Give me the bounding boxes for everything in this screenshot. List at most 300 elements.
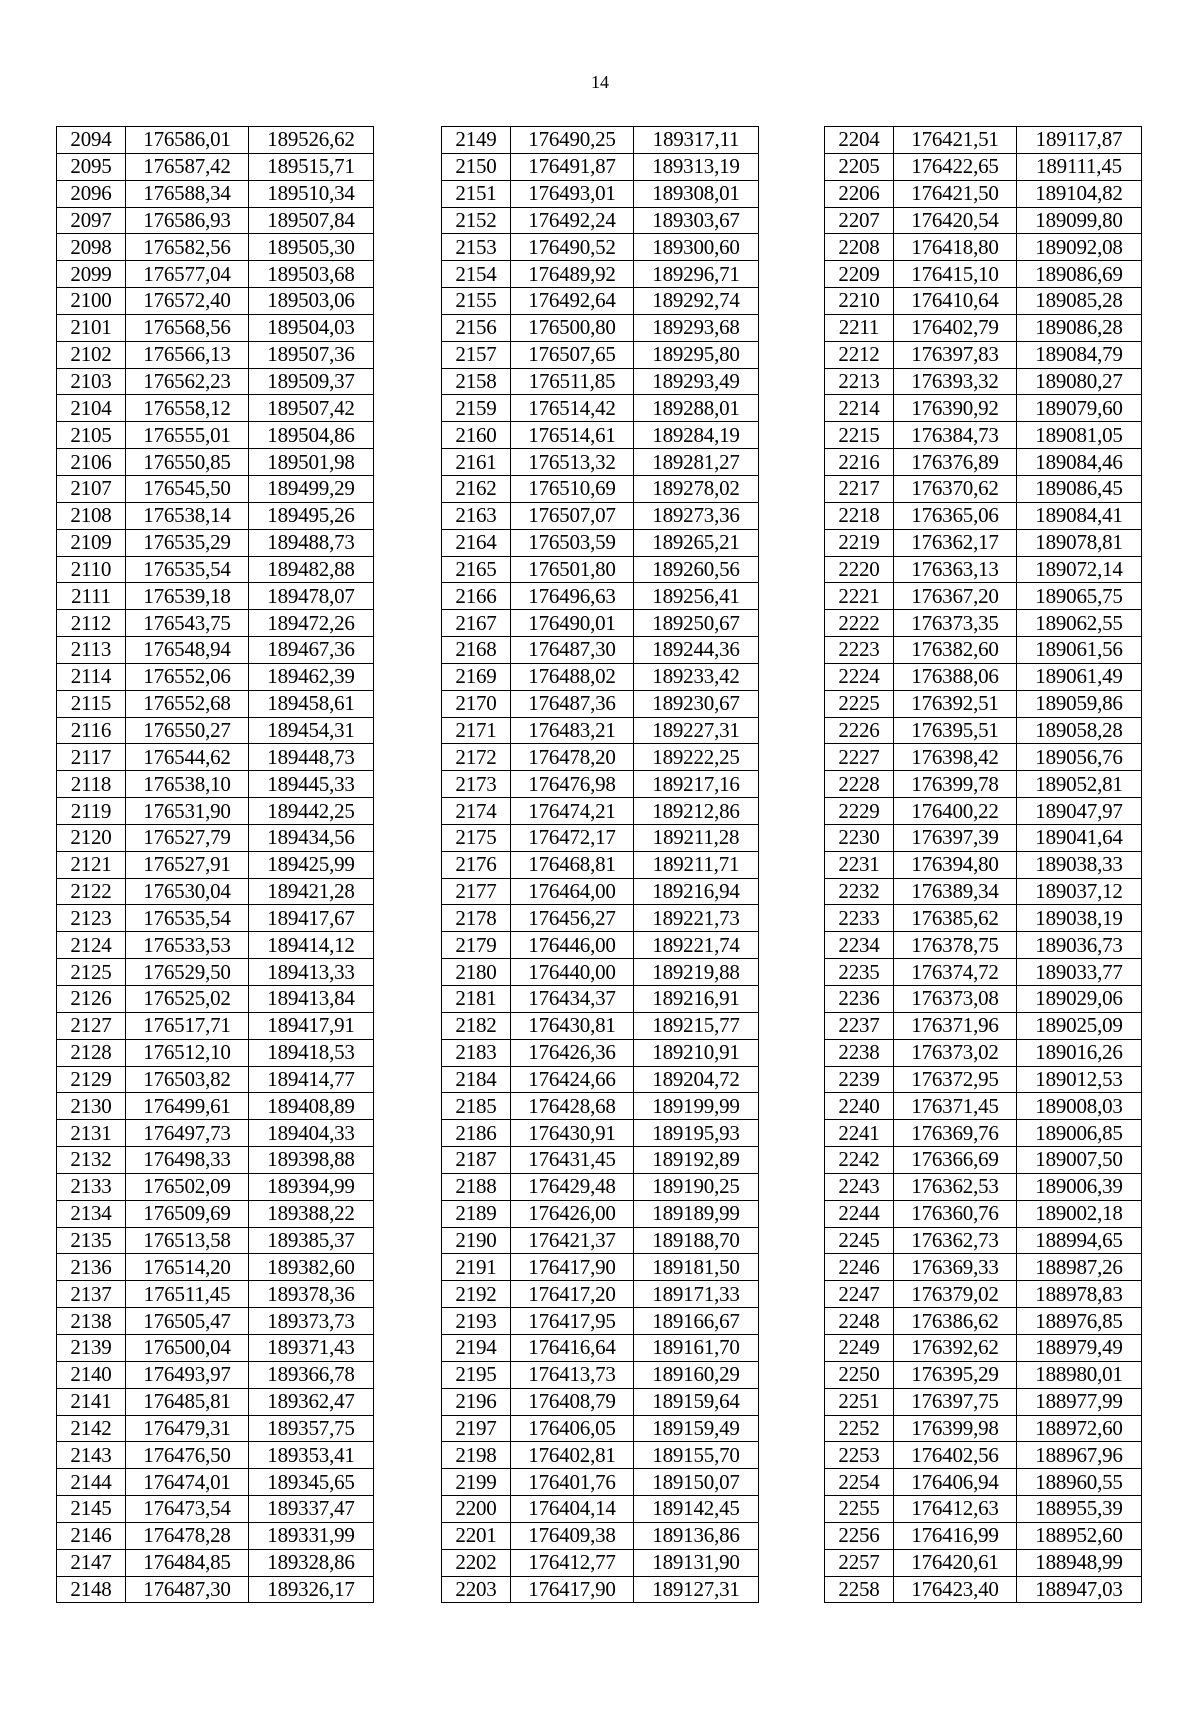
point-number-cell: 2223 bbox=[825, 637, 894, 664]
point-number-cell: 2108 bbox=[57, 502, 126, 529]
point-number-cell: 2254 bbox=[825, 1469, 894, 1496]
point-number-cell: 2102 bbox=[57, 341, 126, 368]
x-coordinate-cell: 176365,06 bbox=[894, 502, 1017, 529]
table-row bbox=[825, 395, 1142, 422]
y-coordinate-cell: 189006,39 bbox=[1017, 1173, 1142, 1200]
point-number-cell: 2206 bbox=[825, 180, 894, 207]
table-row bbox=[57, 234, 374, 261]
y-coordinate-cell: 189362,47 bbox=[249, 1388, 374, 1415]
point-number-cell: 2144 bbox=[57, 1469, 126, 1496]
x-coordinate-cell: 176362,17 bbox=[894, 529, 1017, 556]
y-coordinate-cell: 189495,26 bbox=[249, 502, 374, 529]
x-coordinate-cell: 176545,50 bbox=[126, 475, 249, 502]
point-number-cell: 2138 bbox=[57, 1308, 126, 1335]
x-coordinate-cell: 176416,99 bbox=[894, 1522, 1017, 1549]
x-coordinate-cell: 176420,54 bbox=[894, 207, 1017, 234]
y-coordinate-cell: 189061,49 bbox=[1017, 663, 1142, 690]
point-number-cell: 2164 bbox=[442, 529, 511, 556]
point-number-cell: 2193 bbox=[442, 1308, 511, 1335]
x-coordinate-cell: 176424,66 bbox=[511, 1066, 634, 1093]
table-row bbox=[57, 341, 374, 368]
x-coordinate-cell: 176376,89 bbox=[894, 449, 1017, 476]
y-coordinate-cell: 189385,37 bbox=[249, 1227, 374, 1254]
point-number-cell: 2159 bbox=[442, 395, 511, 422]
y-coordinate-cell: 189086,28 bbox=[1017, 314, 1142, 341]
x-coordinate-cell: 176586,93 bbox=[126, 207, 249, 234]
table-row bbox=[57, 744, 374, 771]
table-row bbox=[57, 449, 374, 476]
table-row bbox=[442, 878, 759, 905]
x-coordinate-cell: 176360,76 bbox=[894, 1200, 1017, 1227]
table-row bbox=[825, 261, 1142, 288]
x-coordinate-cell: 176409,38 bbox=[511, 1522, 634, 1549]
x-coordinate-cell: 176538,10 bbox=[126, 771, 249, 798]
x-coordinate-cell: 176490,52 bbox=[511, 234, 634, 261]
y-coordinate-cell: 189292,74 bbox=[634, 288, 759, 315]
x-coordinate-cell: 176394,80 bbox=[894, 851, 1017, 878]
y-coordinate-cell: 189244,36 bbox=[634, 637, 759, 664]
x-coordinate-cell: 176513,32 bbox=[511, 449, 634, 476]
x-coordinate-cell: 176392,51 bbox=[894, 690, 1017, 717]
point-number-cell: 2117 bbox=[57, 744, 126, 771]
table-row bbox=[825, 556, 1142, 583]
point-number-cell: 2169 bbox=[442, 663, 511, 690]
table-row bbox=[57, 556, 374, 583]
x-coordinate-cell: 176493,01 bbox=[511, 180, 634, 207]
table-row bbox=[825, 878, 1142, 905]
x-coordinate-cell: 176363,13 bbox=[894, 556, 1017, 583]
point-number-cell: 2213 bbox=[825, 368, 894, 395]
point-number-cell: 2234 bbox=[825, 932, 894, 959]
y-coordinate-cell: 189166,67 bbox=[634, 1308, 759, 1335]
table-row bbox=[57, 663, 374, 690]
y-coordinate-cell: 189171,33 bbox=[634, 1281, 759, 1308]
table-row bbox=[442, 1254, 759, 1281]
table-row bbox=[57, 127, 374, 154]
y-coordinate-cell: 189331,99 bbox=[249, 1522, 374, 1549]
table-row bbox=[825, 1200, 1142, 1227]
y-coordinate-cell: 189210,91 bbox=[634, 1039, 759, 1066]
x-coordinate-cell: 176487,30 bbox=[126, 1576, 249, 1603]
table-row bbox=[825, 288, 1142, 315]
x-coordinate-cell: 176421,50 bbox=[894, 180, 1017, 207]
table-row bbox=[57, 475, 374, 502]
x-coordinate-cell: 176366,69 bbox=[894, 1147, 1017, 1174]
table-row bbox=[442, 1576, 759, 1603]
table-row bbox=[825, 1281, 1142, 1308]
point-number-cell: 2177 bbox=[442, 878, 511, 905]
point-number-cell: 2175 bbox=[442, 824, 511, 851]
x-coordinate-cell: 176531,90 bbox=[126, 798, 249, 825]
y-coordinate-cell: 189293,49 bbox=[634, 368, 759, 395]
point-number-cell: 2145 bbox=[57, 1496, 126, 1523]
point-number-cell: 2153 bbox=[442, 234, 511, 261]
point-number-cell: 2219 bbox=[825, 529, 894, 556]
x-coordinate-cell: 176417,20 bbox=[511, 1281, 634, 1308]
x-coordinate-cell: 176374,72 bbox=[894, 959, 1017, 986]
y-coordinate-cell: 189250,67 bbox=[634, 610, 759, 637]
table-row bbox=[825, 690, 1142, 717]
table-row bbox=[442, 1442, 759, 1469]
table-row bbox=[57, 502, 374, 529]
point-number-cell: 2256 bbox=[825, 1522, 894, 1549]
x-coordinate-cell: 176388,06 bbox=[894, 663, 1017, 690]
table-row bbox=[825, 1496, 1142, 1523]
y-coordinate-cell: 189006,85 bbox=[1017, 1120, 1142, 1147]
y-coordinate-cell: 189293,68 bbox=[634, 314, 759, 341]
point-number-cell: 2184 bbox=[442, 1066, 511, 1093]
table-row bbox=[442, 288, 759, 315]
table-row bbox=[442, 556, 759, 583]
table-row bbox=[57, 798, 374, 825]
table-row bbox=[442, 637, 759, 664]
x-coordinate-cell: 176535,54 bbox=[126, 556, 249, 583]
table-row bbox=[442, 153, 759, 180]
x-coordinate-cell: 176503,59 bbox=[511, 529, 634, 556]
y-coordinate-cell: 189233,42 bbox=[634, 663, 759, 690]
point-number-cell: 2258 bbox=[825, 1576, 894, 1603]
x-coordinate-cell: 176397,39 bbox=[894, 824, 1017, 851]
point-number-cell: 2222 bbox=[825, 610, 894, 637]
x-coordinate-cell: 176484,85 bbox=[126, 1549, 249, 1576]
table-row bbox=[57, 1066, 374, 1093]
table-row bbox=[825, 1388, 1142, 1415]
y-coordinate-cell: 189421,28 bbox=[249, 878, 374, 905]
table-row bbox=[442, 1039, 759, 1066]
x-coordinate-cell: 176422,65 bbox=[894, 153, 1017, 180]
y-coordinate-cell: 188955,39 bbox=[1017, 1496, 1142, 1523]
point-number-cell: 2245 bbox=[825, 1227, 894, 1254]
table-row bbox=[442, 502, 759, 529]
x-coordinate-cell: 176577,04 bbox=[126, 261, 249, 288]
x-coordinate-cell: 176503,82 bbox=[126, 1066, 249, 1093]
x-coordinate-cell: 176390,92 bbox=[894, 395, 1017, 422]
point-number-cell: 2191 bbox=[442, 1254, 511, 1281]
y-coordinate-cell: 189012,53 bbox=[1017, 1066, 1142, 1093]
point-number-cell: 2110 bbox=[57, 556, 126, 583]
x-coordinate-cell: 176412,63 bbox=[894, 1496, 1017, 1523]
point-number-cell: 2130 bbox=[57, 1093, 126, 1120]
y-coordinate-cell: 189366,78 bbox=[249, 1361, 374, 1388]
x-coordinate-cell: 176362,73 bbox=[894, 1227, 1017, 1254]
x-coordinate-cell: 176530,04 bbox=[126, 878, 249, 905]
y-coordinate-cell: 189211,71 bbox=[634, 851, 759, 878]
x-coordinate-cell: 176456,27 bbox=[511, 905, 634, 932]
table-row bbox=[442, 1066, 759, 1093]
point-number-cell: 2211 bbox=[825, 314, 894, 341]
y-coordinate-cell: 189037,12 bbox=[1017, 878, 1142, 905]
table-row bbox=[825, 180, 1142, 207]
table-row bbox=[442, 341, 759, 368]
table-row bbox=[442, 529, 759, 556]
table-row bbox=[825, 127, 1142, 154]
table-row bbox=[442, 1496, 759, 1523]
y-coordinate-cell: 189190,25 bbox=[634, 1173, 759, 1200]
point-number-cell: 2238 bbox=[825, 1039, 894, 1066]
y-coordinate-cell: 189230,67 bbox=[634, 690, 759, 717]
point-number-cell: 2096 bbox=[57, 180, 126, 207]
table-row bbox=[57, 1200, 374, 1227]
point-number-cell: 2135 bbox=[57, 1227, 126, 1254]
y-coordinate-cell: 189462,39 bbox=[249, 663, 374, 690]
y-coordinate-cell: 189221,73 bbox=[634, 905, 759, 932]
x-coordinate-cell: 176558,12 bbox=[126, 395, 249, 422]
y-coordinate-cell: 189181,50 bbox=[634, 1254, 759, 1281]
table-row bbox=[442, 1469, 759, 1496]
table-row bbox=[825, 1173, 1142, 1200]
y-coordinate-cell: 189217,16 bbox=[634, 771, 759, 798]
y-coordinate-cell: 189394,99 bbox=[249, 1173, 374, 1200]
x-coordinate-cell: 176430,91 bbox=[511, 1120, 634, 1147]
x-coordinate-cell: 176415,10 bbox=[894, 261, 1017, 288]
table-row bbox=[57, 1415, 374, 1442]
y-coordinate-cell: 188960,55 bbox=[1017, 1469, 1142, 1496]
y-coordinate-cell: 189467,36 bbox=[249, 637, 374, 664]
x-coordinate-cell: 176384,73 bbox=[894, 422, 1017, 449]
x-coordinate-cell: 176373,02 bbox=[894, 1039, 1017, 1066]
x-coordinate-cell: 176392,62 bbox=[894, 1334, 1017, 1361]
table-row bbox=[825, 341, 1142, 368]
y-coordinate-cell: 188948,99 bbox=[1017, 1549, 1142, 1576]
x-coordinate-cell: 176412,77 bbox=[511, 1549, 634, 1576]
point-number-cell: 2250 bbox=[825, 1361, 894, 1388]
point-number-cell: 2161 bbox=[442, 449, 511, 476]
point-number-cell: 2156 bbox=[442, 314, 511, 341]
coordinate-table-middle bbox=[441, 126, 759, 1603]
x-coordinate-cell: 176539,18 bbox=[126, 583, 249, 610]
table-row bbox=[825, 583, 1142, 610]
y-coordinate-cell: 189008,03 bbox=[1017, 1093, 1142, 1120]
table-row bbox=[442, 932, 759, 959]
y-coordinate-cell: 189155,70 bbox=[634, 1442, 759, 1469]
y-coordinate-cell: 189414,77 bbox=[249, 1066, 374, 1093]
point-number-cell: 2150 bbox=[442, 153, 511, 180]
y-coordinate-cell: 189159,49 bbox=[634, 1415, 759, 1442]
y-coordinate-cell: 189507,84 bbox=[249, 207, 374, 234]
x-coordinate-cell: 176493,97 bbox=[126, 1361, 249, 1388]
point-number-cell: 2113 bbox=[57, 637, 126, 664]
y-coordinate-cell: 189501,98 bbox=[249, 449, 374, 476]
y-coordinate-cell: 188976,85 bbox=[1017, 1308, 1142, 1335]
table-row bbox=[825, 1415, 1142, 1442]
table-row bbox=[825, 851, 1142, 878]
point-number-cell: 2121 bbox=[57, 851, 126, 878]
y-coordinate-cell: 189488,73 bbox=[249, 529, 374, 556]
table-row bbox=[825, 1066, 1142, 1093]
y-coordinate-cell: 188987,26 bbox=[1017, 1254, 1142, 1281]
table-row bbox=[825, 1522, 1142, 1549]
point-number-cell: 2133 bbox=[57, 1173, 126, 1200]
x-coordinate-cell: 176572,40 bbox=[126, 288, 249, 315]
x-coordinate-cell: 176514,20 bbox=[126, 1254, 249, 1281]
x-coordinate-cell: 176478,20 bbox=[511, 744, 634, 771]
table-row bbox=[57, 288, 374, 315]
y-coordinate-cell: 189038,33 bbox=[1017, 851, 1142, 878]
x-coordinate-cell: 176529,50 bbox=[126, 959, 249, 986]
y-coordinate-cell: 189404,33 bbox=[249, 1120, 374, 1147]
x-coordinate-cell: 176500,80 bbox=[511, 314, 634, 341]
point-number-cell: 2180 bbox=[442, 959, 511, 986]
point-number-cell: 2200 bbox=[442, 1496, 511, 1523]
y-coordinate-cell: 189295,80 bbox=[634, 341, 759, 368]
point-number-cell: 2204 bbox=[825, 127, 894, 154]
x-coordinate-cell: 176492,24 bbox=[511, 207, 634, 234]
point-number-cell: 2195 bbox=[442, 1361, 511, 1388]
x-coordinate-cell: 176491,87 bbox=[511, 153, 634, 180]
point-number-cell: 2194 bbox=[442, 1334, 511, 1361]
table-row bbox=[442, 395, 759, 422]
point-number-cell: 2139 bbox=[57, 1334, 126, 1361]
point-number-cell: 2182 bbox=[442, 1012, 511, 1039]
coordinate-table-right bbox=[824, 126, 1142, 1603]
point-number-cell: 2136 bbox=[57, 1254, 126, 1281]
point-number-cell: 2240 bbox=[825, 1093, 894, 1120]
point-number-cell: 2251 bbox=[825, 1388, 894, 1415]
x-coordinate-cell: 176446,00 bbox=[511, 932, 634, 959]
y-coordinate-cell: 189414,12 bbox=[249, 932, 374, 959]
y-coordinate-cell: 189300,60 bbox=[634, 234, 759, 261]
y-coordinate-cell: 189515,71 bbox=[249, 153, 374, 180]
point-number-cell: 2186 bbox=[442, 1120, 511, 1147]
x-coordinate-cell: 176402,56 bbox=[894, 1442, 1017, 1469]
x-coordinate-cell: 176555,01 bbox=[126, 422, 249, 449]
point-number-cell: 2216 bbox=[825, 449, 894, 476]
x-coordinate-cell: 176464,00 bbox=[511, 878, 634, 905]
point-number-cell: 2146 bbox=[57, 1522, 126, 1549]
x-coordinate-cell: 176417,90 bbox=[511, 1576, 634, 1603]
table-row bbox=[442, 207, 759, 234]
x-coordinate-cell: 176510,69 bbox=[511, 475, 634, 502]
x-coordinate-cell: 176372,95 bbox=[894, 1066, 1017, 1093]
point-number-cell: 2122 bbox=[57, 878, 126, 905]
y-coordinate-cell: 189212,86 bbox=[634, 798, 759, 825]
table-row bbox=[442, 690, 759, 717]
x-coordinate-cell: 176398,42 bbox=[894, 744, 1017, 771]
point-number-cell: 2176 bbox=[442, 851, 511, 878]
point-number-cell: 2171 bbox=[442, 717, 511, 744]
table-row bbox=[825, 932, 1142, 959]
y-coordinate-cell: 189142,45 bbox=[634, 1496, 759, 1523]
y-coordinate-cell: 189078,81 bbox=[1017, 529, 1142, 556]
x-coordinate-cell: 176421,37 bbox=[511, 1227, 634, 1254]
y-coordinate-cell: 189052,81 bbox=[1017, 771, 1142, 798]
y-coordinate-cell: 189408,89 bbox=[249, 1093, 374, 1120]
y-coordinate-cell: 188978,83 bbox=[1017, 1281, 1142, 1308]
x-coordinate-cell: 176417,90 bbox=[511, 1254, 634, 1281]
y-coordinate-cell: 189303,67 bbox=[634, 207, 759, 234]
point-number-cell: 2226 bbox=[825, 717, 894, 744]
point-number-cell: 2208 bbox=[825, 234, 894, 261]
point-number-cell: 2158 bbox=[442, 368, 511, 395]
y-coordinate-cell: 189326,17 bbox=[249, 1576, 374, 1603]
x-coordinate-cell: 176406,05 bbox=[511, 1415, 634, 1442]
x-coordinate-cell: 176472,17 bbox=[511, 824, 634, 851]
y-coordinate-cell: 189161,70 bbox=[634, 1334, 759, 1361]
table-row bbox=[57, 1281, 374, 1308]
y-coordinate-cell: 189509,37 bbox=[249, 368, 374, 395]
point-number-cell: 2178 bbox=[442, 905, 511, 932]
point-number-cell: 2103 bbox=[57, 368, 126, 395]
y-coordinate-cell: 189308,01 bbox=[634, 180, 759, 207]
point-number-cell: 2255 bbox=[825, 1496, 894, 1523]
point-number-cell: 2172 bbox=[442, 744, 511, 771]
point-number-cell: 2099 bbox=[57, 261, 126, 288]
point-number-cell: 2124 bbox=[57, 932, 126, 959]
x-coordinate-cell: 176514,42 bbox=[511, 395, 634, 422]
x-coordinate-cell: 176395,29 bbox=[894, 1361, 1017, 1388]
x-coordinate-cell: 176513,58 bbox=[126, 1227, 249, 1254]
point-number-cell: 2120 bbox=[57, 824, 126, 851]
point-number-cell: 2207 bbox=[825, 207, 894, 234]
table-row bbox=[57, 1496, 374, 1523]
y-coordinate-cell: 189216,91 bbox=[634, 986, 759, 1013]
y-coordinate-cell: 189510,34 bbox=[249, 180, 374, 207]
table-row bbox=[442, 127, 759, 154]
point-number-cell: 2229 bbox=[825, 798, 894, 825]
table-row bbox=[825, 1549, 1142, 1576]
x-coordinate-cell: 176393,32 bbox=[894, 368, 1017, 395]
y-coordinate-cell: 189328,86 bbox=[249, 1549, 374, 1576]
y-coordinate-cell: 189417,67 bbox=[249, 905, 374, 932]
point-number-cell: 2155 bbox=[442, 288, 511, 315]
x-coordinate-cell: 176385,62 bbox=[894, 905, 1017, 932]
y-coordinate-cell: 189036,73 bbox=[1017, 932, 1142, 959]
x-coordinate-cell: 176420,61 bbox=[894, 1549, 1017, 1576]
point-number-cell: 2253 bbox=[825, 1442, 894, 1469]
x-coordinate-cell: 176434,37 bbox=[511, 986, 634, 1013]
point-number-cell: 2225 bbox=[825, 690, 894, 717]
x-coordinate-cell: 176401,76 bbox=[511, 1469, 634, 1496]
x-coordinate-cell: 176426,36 bbox=[511, 1039, 634, 1066]
y-coordinate-cell: 189371,43 bbox=[249, 1334, 374, 1361]
x-coordinate-cell: 176509,69 bbox=[126, 1200, 249, 1227]
point-number-cell: 2104 bbox=[57, 395, 126, 422]
y-coordinate-cell: 189526,62 bbox=[249, 127, 374, 154]
point-number-cell: 2179 bbox=[442, 932, 511, 959]
x-coordinate-cell: 176404,14 bbox=[511, 1496, 634, 1523]
y-coordinate-cell: 189199,99 bbox=[634, 1093, 759, 1120]
point-number-cell: 2148 bbox=[57, 1576, 126, 1603]
point-number-cell: 2132 bbox=[57, 1147, 126, 1174]
x-coordinate-cell: 176507,65 bbox=[511, 341, 634, 368]
x-coordinate-cell: 176507,07 bbox=[511, 502, 634, 529]
table-row bbox=[442, 583, 759, 610]
y-coordinate-cell: 189442,25 bbox=[249, 798, 374, 825]
table-row bbox=[442, 1334, 759, 1361]
y-coordinate-cell: 189086,45 bbox=[1017, 475, 1142, 502]
x-coordinate-cell: 176429,48 bbox=[511, 1173, 634, 1200]
point-number-cell: 2151 bbox=[442, 180, 511, 207]
x-coordinate-cell: 176367,20 bbox=[894, 583, 1017, 610]
point-number-cell: 2112 bbox=[57, 610, 126, 637]
point-number-cell: 2224 bbox=[825, 663, 894, 690]
y-coordinate-cell: 189417,91 bbox=[249, 1012, 374, 1039]
x-coordinate-cell: 176525,02 bbox=[126, 986, 249, 1013]
y-coordinate-cell: 189084,79 bbox=[1017, 341, 1142, 368]
y-coordinate-cell: 189378,36 bbox=[249, 1281, 374, 1308]
y-coordinate-cell: 189058,28 bbox=[1017, 717, 1142, 744]
x-coordinate-cell: 176533,53 bbox=[126, 932, 249, 959]
x-coordinate-cell: 176538,14 bbox=[126, 502, 249, 529]
point-number-cell: 2170 bbox=[442, 690, 511, 717]
y-coordinate-cell: 189345,65 bbox=[249, 1469, 374, 1496]
y-coordinate-cell: 189337,47 bbox=[249, 1496, 374, 1523]
x-coordinate-cell: 176373,35 bbox=[894, 610, 1017, 637]
y-coordinate-cell: 189056,76 bbox=[1017, 744, 1142, 771]
table-row bbox=[825, 717, 1142, 744]
x-coordinate-cell: 176586,01 bbox=[126, 127, 249, 154]
point-number-cell: 2217 bbox=[825, 475, 894, 502]
